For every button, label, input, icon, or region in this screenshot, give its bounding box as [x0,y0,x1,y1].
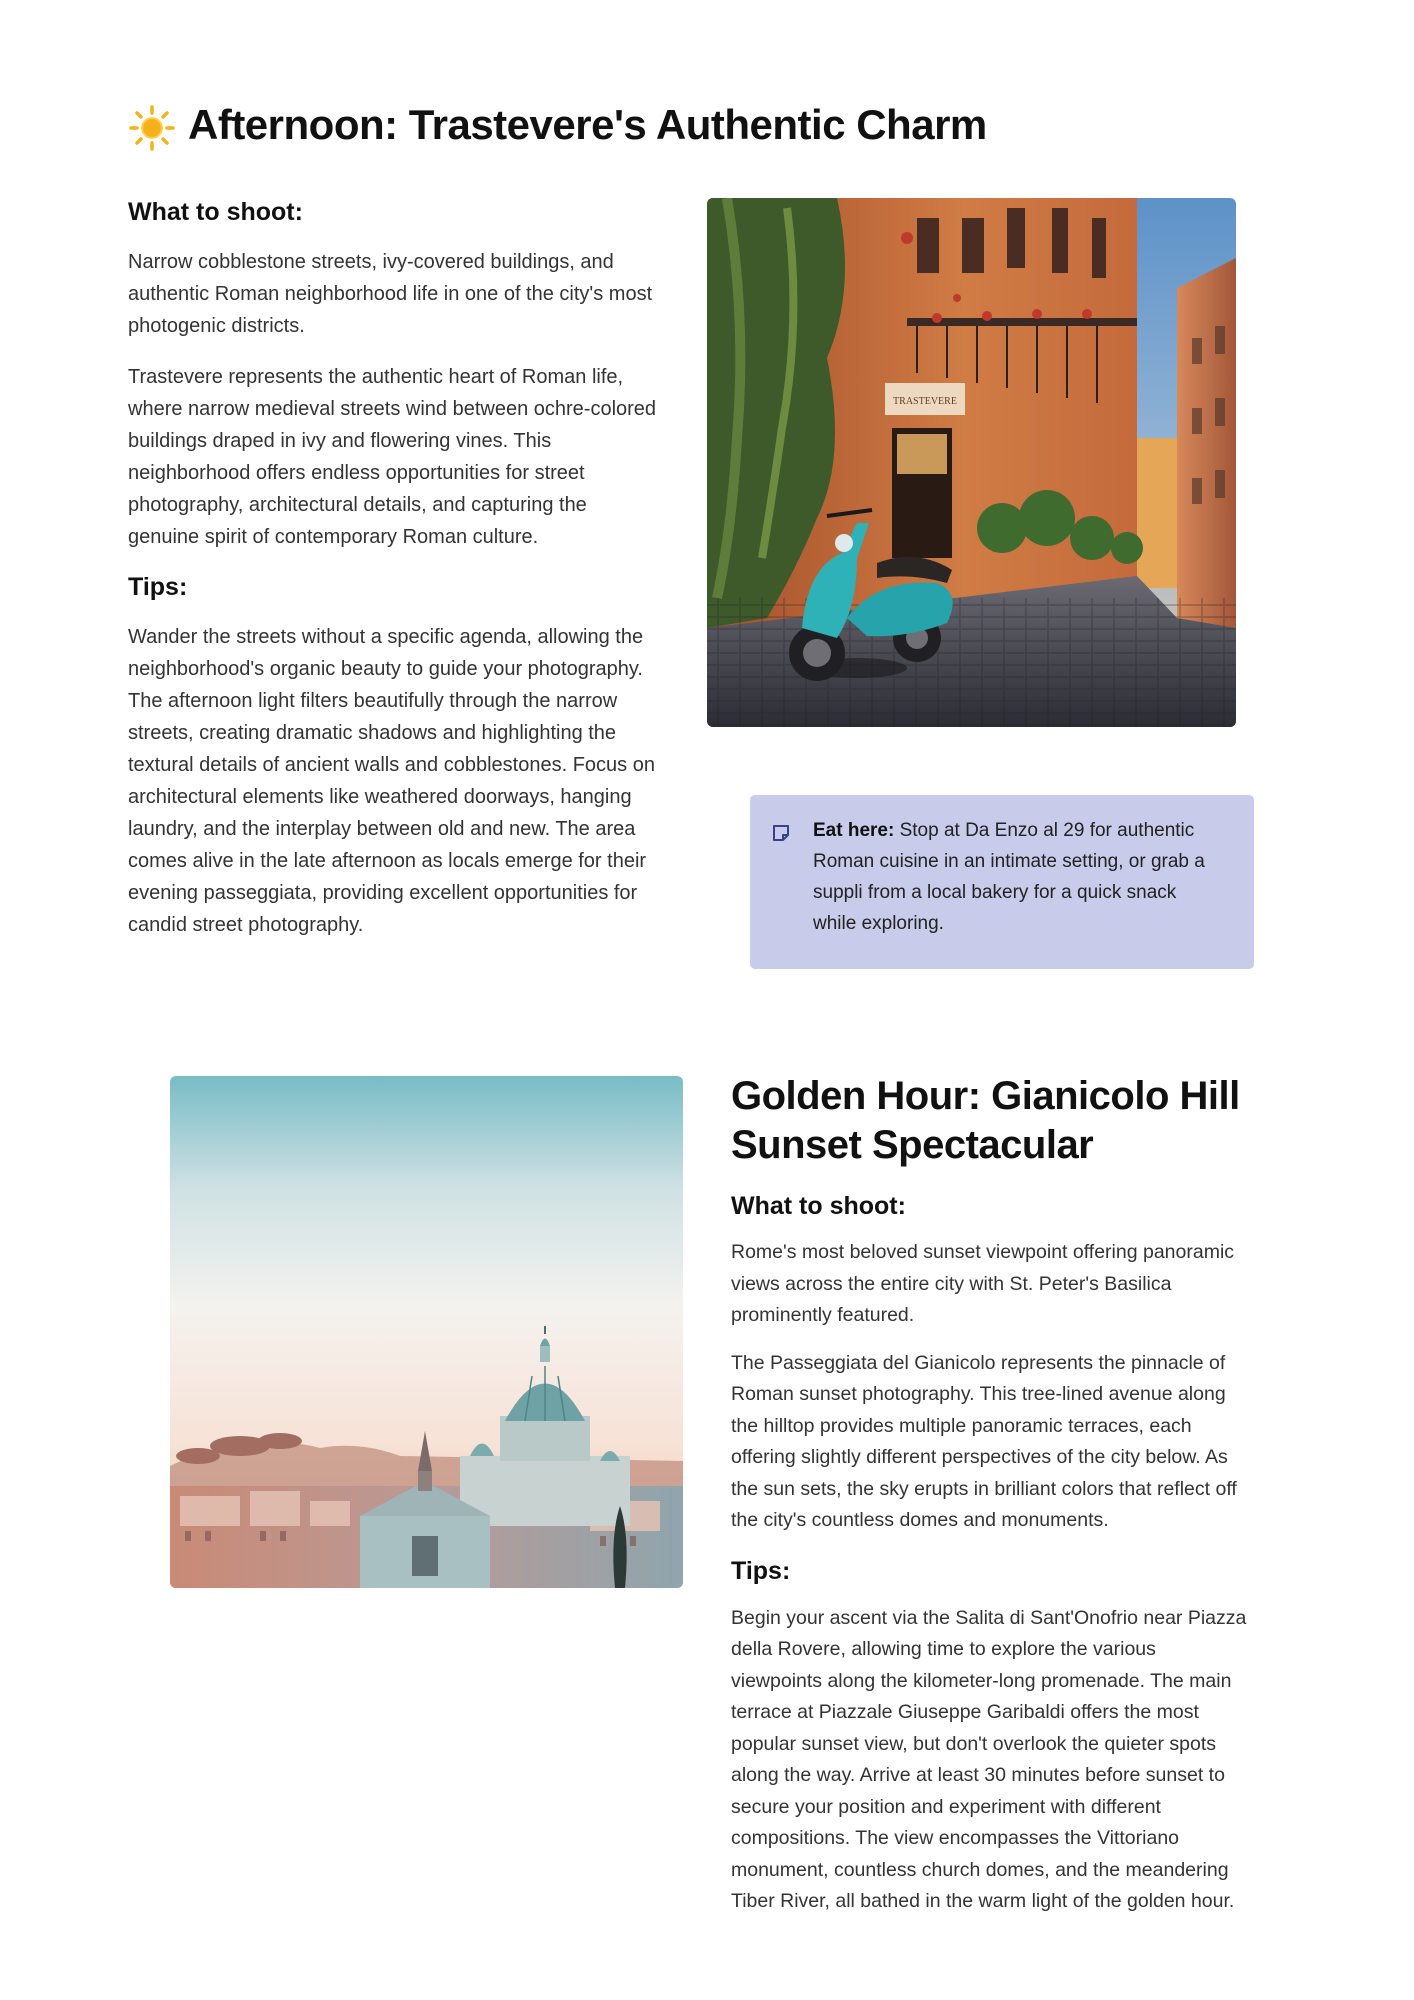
section-2-title: Golden Hour: Gianicolo Hill Sunset Spectacular [731,1074,1240,1167]
section-1-header [128,100,1228,156]
tips-heading-2: Tips: [731,1556,791,1585]
gianicolo-sunset-photo [170,1076,683,1588]
section-description: Trastevere represents the authentic heart of Roman life, where narrow medieval streets wind between ochre-colored buildings draped in ivy and flowering vines. This neighborhood offers endless opportunities for street photography, architectural details, and capturing the genuine spirit of contemporary Roman culture. [128,366,657,548]
eat-here-note [750,795,1254,969]
section-2-text-column [731,1072,1251,1918]
eat-here-label: Eat here: [813,820,895,841]
what-to-shoot-text: Narrow cobblestone streets, ivy-covered buildings, and authentic Roman neighborhood life in one of the city's most photogenic districts. [128,251,653,337]
eat-here-text [813,815,1223,939]
section-1-title: Afternoon: Trastevere's Authentic Charm [188,101,987,148]
tips-text: Wander the streets without a specific agenda, allowing the neighborhood's organic beauty to guide your photography. The afternoon light filters beautifully through the narrow streets, creating dramatic shadows and highlighting the textural details of ancient walls and cobblestones. Focus on architectural elements like weathered doorways, hanging laundry, and the interplay between old and new. The area comes alive in the late afternoon as locals emerge for their evening passeggiata, providing excellent opportunities for candid street photography. [128,626,655,936]
eat-here-body: Stop at Da Enzo al 29 for authentic Roman cuisine in an intimate setting, or grab a suppli from a local bakery for a quick snack while exploring. [813,820,1205,934]
trastevere-street-photo [707,198,1236,727]
section-1-text-column [128,196,658,941]
what-to-shoot-text-2: Rome's most beloved sunset viewpoint offering panoramic views across the entire city with St. Peter's Basilica prominently featured. [731,1241,1235,1326]
trastevere-sign-text: TRASTEVERE [893,396,957,407]
what-to-shoot-heading-2: What to shoot: [731,1192,906,1220]
tips-text-2: Begin your ascent via the Salita di Sant'Onofrio near Piazza della Rovere, allowing time to explore the various viewpoints along the kilometer-long promenade. The main terrace at Piazzale Giuseppe Garibaldi offers the most popular sunset view, but don't overlook the quieter spots along the way. Arrive at least 30 minutes before sunset to secure your position and experiment with different compositions. The view encompasses the Vittoriano monument, countless church domes, and the meandering Tiber River, all bathed in the warm light of the golden hour. [731,1606,1247,1912]
sun-icon [128,104,176,152]
section-2-description: The Passeggiata del Gianicolo represents the pinnacle of Roman sunset photography. This tree-lined avenue along the hilltop provides multiple panoramic terraces, each offering slightly different perspectives of the city below. As the sun sets, the sky erupts in brilliant colors that reflect off the city's countless domes and monuments. [731,1351,1237,1531]
what-to-shoot-heading: What to shoot: [128,198,303,226]
tips-heading: Tips: [128,573,188,601]
note-icon [772,824,790,842]
